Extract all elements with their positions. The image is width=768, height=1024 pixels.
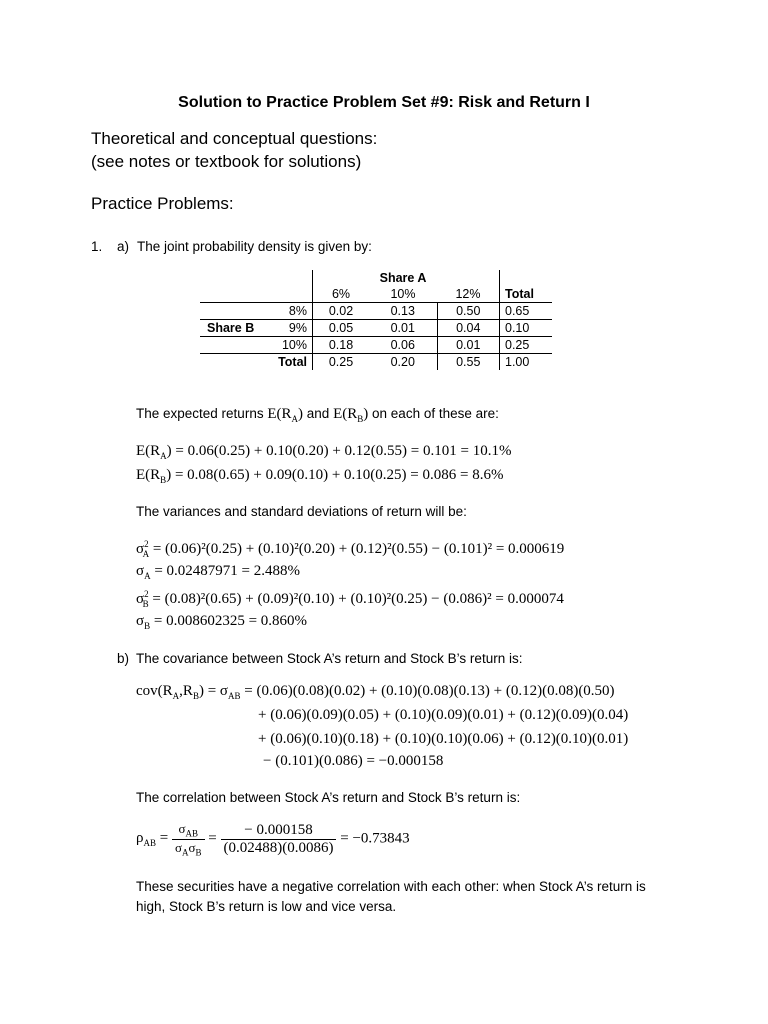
share-a-header: Share A (379, 271, 427, 285)
share-b-header: Share B (207, 321, 255, 335)
theory-note: (see notes or textbook for solutions) (91, 152, 362, 171)
std-dev-a: $\sigma_A = 0.02487971 = 2.488\%$ (136, 563, 301, 581)
covariance-line-2: + (0.06)(0.09)(0.05) + (0.10)(0.09)(0.01) + (0.12)(0.09)(0.04) (258, 707, 629, 723)
expected-intro-and: and (306, 406, 330, 421)
covariance-line-4: − (0.101)(0.086) = −0.000158 (263, 753, 444, 769)
col-header: 10% (369, 286, 437, 303)
row-label: 10% (200, 337, 313, 354)
correlation-result: = −0.73843 (340, 830, 410, 847)
part-a-label: a) (117, 239, 130, 254)
variance-a-rhs: = (0.06)²(0.25) + (0.10)²(0.20) + (0.12)²(0.55) − (0.101)² = 0.000619 (152, 541, 565, 557)
practice-heading: Practice Problems: (91, 194, 234, 213)
row-label-share-b (200, 320, 313, 337)
row-total: 0.10 (500, 320, 553, 337)
row-label: 9% (288, 321, 307, 335)
correlation-denominator: (0.02488)(0.0086) (223, 839, 334, 856)
expected-return-b-rhs: = 0.08(0.65) + 0.09(0.10) + 0.10(0.25) = 0.086 = 8.6% (174, 467, 504, 483)
expected-intro-text: The expected returns (136, 406, 264, 421)
row-label: 8% (200, 303, 313, 320)
table-cell: 0.25 (313, 354, 370, 371)
total-row-label: Total (278, 355, 307, 369)
table-cell: 0.01 (437, 337, 500, 354)
question-number: 1. (91, 239, 103, 254)
conclusion-line-1: These securities have a negative correlation with each other: when Stock A’s return is (136, 879, 646, 894)
table-cell: 0.50 (437, 303, 500, 320)
col-header: 6% (313, 286, 370, 303)
covariance-line-1: $cov(R_A,R_B) = \sigma_{AB} = (0.06)(0.08)(0.02) + (0.10)(0.08)(0.13) + (0.12)(0.08)(0.50)$ (136, 683, 615, 701)
page-title: Solution to Practice Problem Set #9: Risk and Return I (178, 94, 590, 111)
conclusion-line-2: high, Stock B’s return is low and vice versa. (136, 899, 397, 914)
table-cell: 0.06 (369, 337, 437, 354)
table-cell: 0.20 (390, 355, 415, 369)
expected-intro: The expected returns $E(R_A)$ and $E(R_B)$ on each of these are: (136, 406, 499, 424)
std-dev-a-rhs: = 0.02487971 = 2.488% (154, 563, 301, 579)
col-header: 12% (437, 286, 500, 303)
row-total: 0.25 (500, 337, 553, 354)
expected-intro-tail: on each of these are: (372, 406, 499, 421)
part-a-text: The joint probability density is given by: (137, 239, 372, 254)
row-total: 0.65 (500, 303, 553, 320)
std-dev-b-rhs: = 0.008602325 = 0.860% (153, 613, 308, 629)
table-cell: 0.01 (369, 320, 437, 337)
total-header: Total (500, 286, 553, 303)
joint-probability-table (200, 270, 552, 370)
table-cell: 0.02 (313, 303, 370, 320)
grand-total: 1.00 (500, 354, 553, 371)
table-cell: 0.18 (313, 337, 370, 354)
covariance-line-1-rhs: = (0.06)(0.08)(0.02) + (0.10)(0.08)(0.13) + (0.12)(0.08)(0.50) (244, 683, 615, 699)
covariance-line-3: + (0.06)(0.10)(0.18) + (0.10)(0.10)(0.06) + (0.12)(0.10)(0.01) (258, 731, 629, 747)
part-b-label: b) (117, 651, 130, 666)
correlation-intro: The correlation between Stock A’s return and Stock B’s return is: (136, 790, 521, 805)
expected-return-b: $E(R_B) = 0.08(0.65) + 0.09(0.10) + 0.10(0.25) = 0.086 = 8.6\%$ (136, 467, 504, 485)
part-b-text: The covariance between Stock A’s return and Stock B’s return is: (136, 651, 523, 666)
expected-return-a: $E(R_A) = 0.06(0.25) + 0.10(0.20) + 0.12(0.55) = 0.101 = 10.1\%$ (136, 443, 512, 461)
table-cell: 0.04 (437, 320, 500, 337)
expected-return-a-rhs: = 0.06(0.25) + 0.10(0.20) + 0.12(0.55) = 0.101 = 10.1% (175, 443, 512, 459)
theory-heading: Theoretical and conceptual questions: (91, 129, 378, 148)
correlation-numerator: − 0.000158 (221, 822, 337, 840)
correlation-formula: $\rho_{AB}$ = $\frac{\sigma_{AB}}{\sigma_A\sigma_B}$ = $\frac{- 0.000158}{(0.02488)(0.0086)}$ = −0.73843 (136, 821, 410, 858)
variance-b: $\sigma^2_B = (0.08)^2(0.65) + (0.09)^2(0.10) + (0.10)^2(0.25) - (0.086)^2 = 0.000074$ (136, 589, 564, 609)
std-dev-b: $\sigma_B = 0.008602325 = 0.860\%$ (136, 613, 308, 631)
table-cell: 0.05 (313, 320, 370, 337)
table-cell: 0.55 (437, 354, 500, 371)
variance-a: $\sigma^2_A = (0.06)^2(0.25) + (0.10)^2(0.20) + (0.12)^2(0.55) - (0.101)^2 = 0.000619$ (136, 539, 565, 559)
variance-b-rhs: = (0.08)²(0.65) + (0.09)²(0.10) + (0.10)²(0.25) − (0.086)² = 0.000074 (152, 591, 564, 607)
table-cell: 0.13 (369, 303, 437, 320)
variance-intro: The variances and standard deviations of return will be: (136, 504, 467, 519)
